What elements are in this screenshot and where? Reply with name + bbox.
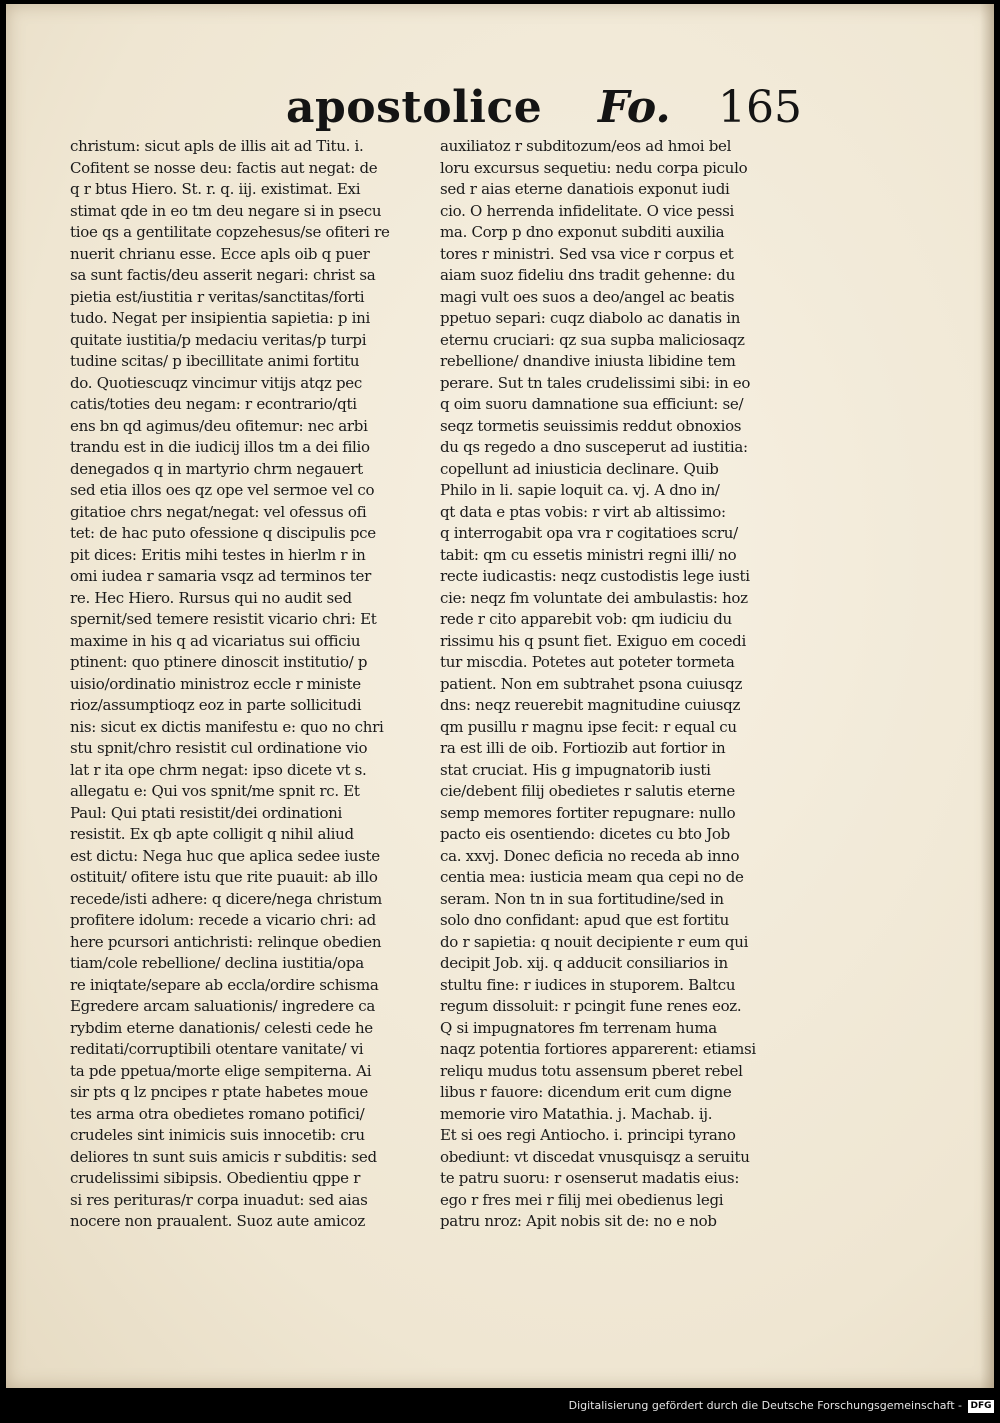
text-line: omi iudea r samaria vsqz ad terminos ter	[70, 567, 371, 585]
running-head: apostolice	[286, 82, 543, 133]
text-line: Philo in li. sapie loquit ca. vj. A dno in/	[440, 481, 720, 499]
text-line: regum dissoluit: r pcingit fune renes eoz.	[440, 997, 742, 1015]
text-line: sir pts q lz pncipes r ptate habetes moue	[70, 1083, 368, 1101]
text-line: memorie viro Matathia. j. Machab. ij.	[440, 1104, 713, 1123]
text-line: crudelissimi sibipsis. Obedientiu qppe r	[70, 1169, 361, 1187]
text-line: auxiliatoz r subditozum/eos ad hmoi bel	[440, 137, 732, 155]
text-line: ego r fres mei r filij mei obedienus legi	[440, 1190, 724, 1209]
text-line: pit dices: Eritis mihi testes in hierlm r in	[70, 545, 366, 564]
text-line: seqz tormetis seuissimis reddut obnoxios	[440, 416, 742, 435]
text-line: naqz potentia fortiores apparerent: etiamsi	[440, 1040, 756, 1058]
text-line: seram. Non tn in sua fortitudine/sed in	[440, 889, 724, 908]
text-line: allegatu e: Qui vos spnit/me spnit rc. Et	[70, 782, 360, 800]
text-line: Et si oes regi Antiocho. i. principi tyrano	[440, 1126, 736, 1144]
page-edge-shadow	[980, 4, 994, 1388]
text-line: loru excursus sequetiu: nedu corpa piculo	[440, 158, 748, 177]
text-line: qt data e ptas vobis: r virt ab altissimo:	[440, 502, 726, 521]
book-page	[6, 4, 994, 1388]
text-line: rybdim eterne danationis/ celesti cede he	[70, 1018, 373, 1037]
text-line: sed r aias eterne danatiois exponut iudi	[440, 180, 730, 198]
text-line: spernit/sed temere resistit vicario chri: Et	[70, 610, 377, 628]
text-line: denegados q in martyrio chrm negauert	[70, 459, 363, 478]
text-line: sed etia illos oes qz ope vel sermoe vel co	[70, 481, 375, 499]
folio-label: Fo.	[598, 82, 671, 133]
folio-number: 165	[718, 82, 802, 133]
text-line: semp memores fortiter repugnare: nullo	[440, 803, 736, 822]
text-line: tudine scitas/ p ibecillitate animi fortitu	[70, 352, 360, 370]
text-line: solo dno confidant: apud que est fortitu	[440, 911, 730, 929]
text-line: resistit. Ex qb apte colligit q nihil aliud	[70, 825, 354, 843]
text-line: rioz/assumptioqz eoz in parte sollicitudi	[70, 696, 362, 714]
text-line: obediunt: vt discedat vnusquisqz a seruitu	[440, 1147, 750, 1166]
text-line: aiam suoz fideliu dns tradit gehenne: du	[440, 266, 735, 284]
text-line: uisio/ordinatio ministroz eccle r ministe	[70, 674, 361, 693]
text-line: pacto eis osentiendo: dicetes cu bto Job	[440, 825, 730, 843]
text-line: stu spnit/chro resistit cul ordinatione vio	[70, 739, 368, 757]
text-line: ma. Corp p dno exponut subditi auxilia	[440, 223, 725, 241]
text-line: quitate iustitia/p medaciu veritas/p turpi	[70, 330, 367, 349]
text-line: pietia est/iustitia r veritas/sanctitas/forti	[70, 287, 365, 306]
funding-credit: Digitalisierung gefördert durch die Deutsche Forschungsgemeinschaft -	[568, 1399, 962, 1412]
text-line: cio. O herrenda infidelitate. O vice pessi	[440, 201, 735, 220]
text-line: q r btus Hiero. St. r. q. iij. existimat. Exi	[70, 180, 361, 198]
text-line: recede/isti adhere: q dicere/nega christum	[70, 889, 382, 908]
text-line: patru nroz: Apit nobis sit de: no e nob	[440, 1212, 717, 1230]
text-line: magi vult oes suos a deo/angel ac beatis	[440, 287, 735, 306]
text-line: Egredere arcam saluationis/ ingredere ca	[70, 997, 375, 1015]
text-line: ca. xxvj. Donec deficia no receda ab inno	[440, 846, 740, 865]
text-line: nocere non praualent. Suoz aute amicoz	[70, 1212, 365, 1230]
digitization-footer	[0, 1399, 1000, 1419]
text-line: decipit Job. xij. q adducit consiliarios in	[440, 954, 728, 972]
text-line: gitatioe chrs negat/negat: vel ofessus ofi	[70, 502, 367, 521]
text-line: recte iudicastis: neqz custodistis lege iusti	[440, 567, 750, 585]
text-line: trandu est in die iudicij illos tm a dei filio	[70, 438, 370, 456]
text-line: perare. Sut tn tales crudelissimi sibi: in eo	[440, 373, 751, 392]
text-line: ta pde ppetua/morte elige sempiterna. Ai	[70, 1061, 372, 1080]
text-line: centia mea: iusticia meam qua cepi no de	[440, 868, 744, 886]
text-line: reliqu mudus totu assensum pberet rebel	[440, 1061, 743, 1080]
text-line: ra est illi de oib. Fortiozib aut fortior in	[440, 739, 726, 757]
text-line: qm pusillu r magnu ipse fecit: r equal cu	[440, 717, 737, 736]
text-line: tabit: qm cu essetis ministri regni illi/ no	[440, 545, 737, 564]
text-line: christum: sicut apls de illis ait ad Titu. i.	[70, 137, 364, 155]
text-line: ostituit/ ofitere istu que rite puauit: ab illo	[70, 868, 378, 886]
text-line: Cofitent se nosse deu: factis aut negat: de	[70, 158, 378, 177]
text-line: do. Quotiescuqz vincimur vitijs atqz pec	[70, 373, 362, 392]
text-column-left	[70, 136, 424, 1230]
text-line: sa sunt factis/deu asserit negari: christ sa	[70, 266, 376, 284]
text-line: here pcursori antichristi: relinque obedien	[70, 932, 382, 951]
text-line: ptinent: quo ptinere dinoscit institutio/ p	[70, 653, 368, 671]
text-line: eternu cruciari: qz sua supba maliciosaqz	[440, 330, 745, 349]
text-line: si res perituras/r corpa inuadut: sed aias	[70, 1190, 368, 1209]
text-line: stat cruciat. His g impugnatorib iusti	[440, 760, 711, 779]
text-line: tudo. Negat per insipientia sapietia: p ini	[70, 309, 371, 327]
text-line: ens bn qd agimus/deu ofitemur: nec arbi	[70, 416, 368, 435]
page-header	[206, 82, 806, 142]
text-line: crudeles sint inimicis suis innocetib: cru	[70, 1126, 365, 1144]
text-column-right	[440, 136, 794, 1230]
text-line: lat r ita ope chrm negat: ipso dicete vt s.	[70, 760, 367, 779]
text-line: libus r fauore: dicendum erit cum digne	[440, 1083, 732, 1101]
text-line: deliores tn sunt suis amicis r subditis: sed	[70, 1147, 377, 1166]
text-line: Paul: Qui ptati resistit/dei ordinationi	[70, 803, 343, 822]
text-line: cie/debent filij obedietes r salutis eterne	[440, 782, 735, 800]
text-line: tioe qs a gentilitate copzehesus/se ofiteri re	[70, 223, 390, 241]
text-line: Q si impugnatores fm terrenam huma	[440, 1018, 717, 1037]
text-line: re iniqtate/separe ab eccla/ordire schisma	[70, 975, 379, 994]
text-line: tes arma otra obedietes romano potifici/	[70, 1104, 365, 1123]
text-line: cie: neqz fm voluntate dei ambulastis: hoz	[440, 588, 748, 607]
text-line: patient. Non em subtrahet psona cuiusqz	[440, 674, 743, 693]
text-line: rebellione/ dnandive iniusta libidine tem	[440, 352, 736, 370]
text-line: copellunt ad iniusticia declinare. Quib	[440, 459, 719, 478]
text-line: est dictu: Nega huc que aplica sedee iuste	[70, 846, 380, 865]
text-line: nuerit chrianu esse. Ecce apls oib q puer	[70, 244, 370, 263]
text-line: profitere idolum: recede a vicario chri: ad	[70, 911, 376, 929]
text-line: re. Hec Hiero. Rursus qui no audit sed	[70, 588, 352, 607]
text-line: du qs regedo a dno susceperut ad iustitia:	[440, 438, 748, 456]
text-line: nis: sicut ex dictis manifestu e: quo no chri	[70, 717, 384, 736]
text-line: tores r ministri. Sed vsa vice r corpus et	[440, 244, 734, 263]
text-line: te patru suoru: r osenserut madatis eius:	[440, 1169, 740, 1187]
text-line: tet: de hac puto ofessione q discipulis pce	[70, 524, 376, 542]
text-line: rissimu his q psunt fiet. Exiguo em cocedi	[440, 631, 746, 650]
text-line: rede r cito apparebit vob: qm iudiciu du	[440, 610, 732, 628]
text-line: maxime in his q ad vicariatus sui officiu	[70, 631, 361, 650]
text-line: catis/toties deu negam: r econtrario/qti	[70, 395, 357, 413]
text-line: do r sapietia: q nouit decipiente r eum qui	[440, 932, 749, 951]
dfg-logo: DFG	[968, 1400, 994, 1413]
text-line: q interrogabit opa vra r cogitatioes scru/	[440, 524, 738, 542]
text-line: q oim suoru damnatione sua efficiunt: se/	[440, 395, 744, 413]
text-line: reditati/corruptibili otentare vanitate/ vi	[70, 1040, 364, 1058]
text-line: dns: neqz reuerebit magnitudine cuiusqz	[440, 696, 741, 714]
text-line: tur miscdia. Potetes aut poteter tormeta	[440, 653, 735, 671]
text-line: stultu fine: r iudices in stuporem. Baltcu	[440, 975, 736, 994]
text-line: ppetuo separi: cuqz diabolo ac danatis in	[440, 309, 741, 327]
text-line: tiam/cole rebellione/ declina iustitia/opa	[70, 954, 364, 972]
text-line: stimat qde in eo tm deu negare si in psecu	[70, 201, 382, 220]
